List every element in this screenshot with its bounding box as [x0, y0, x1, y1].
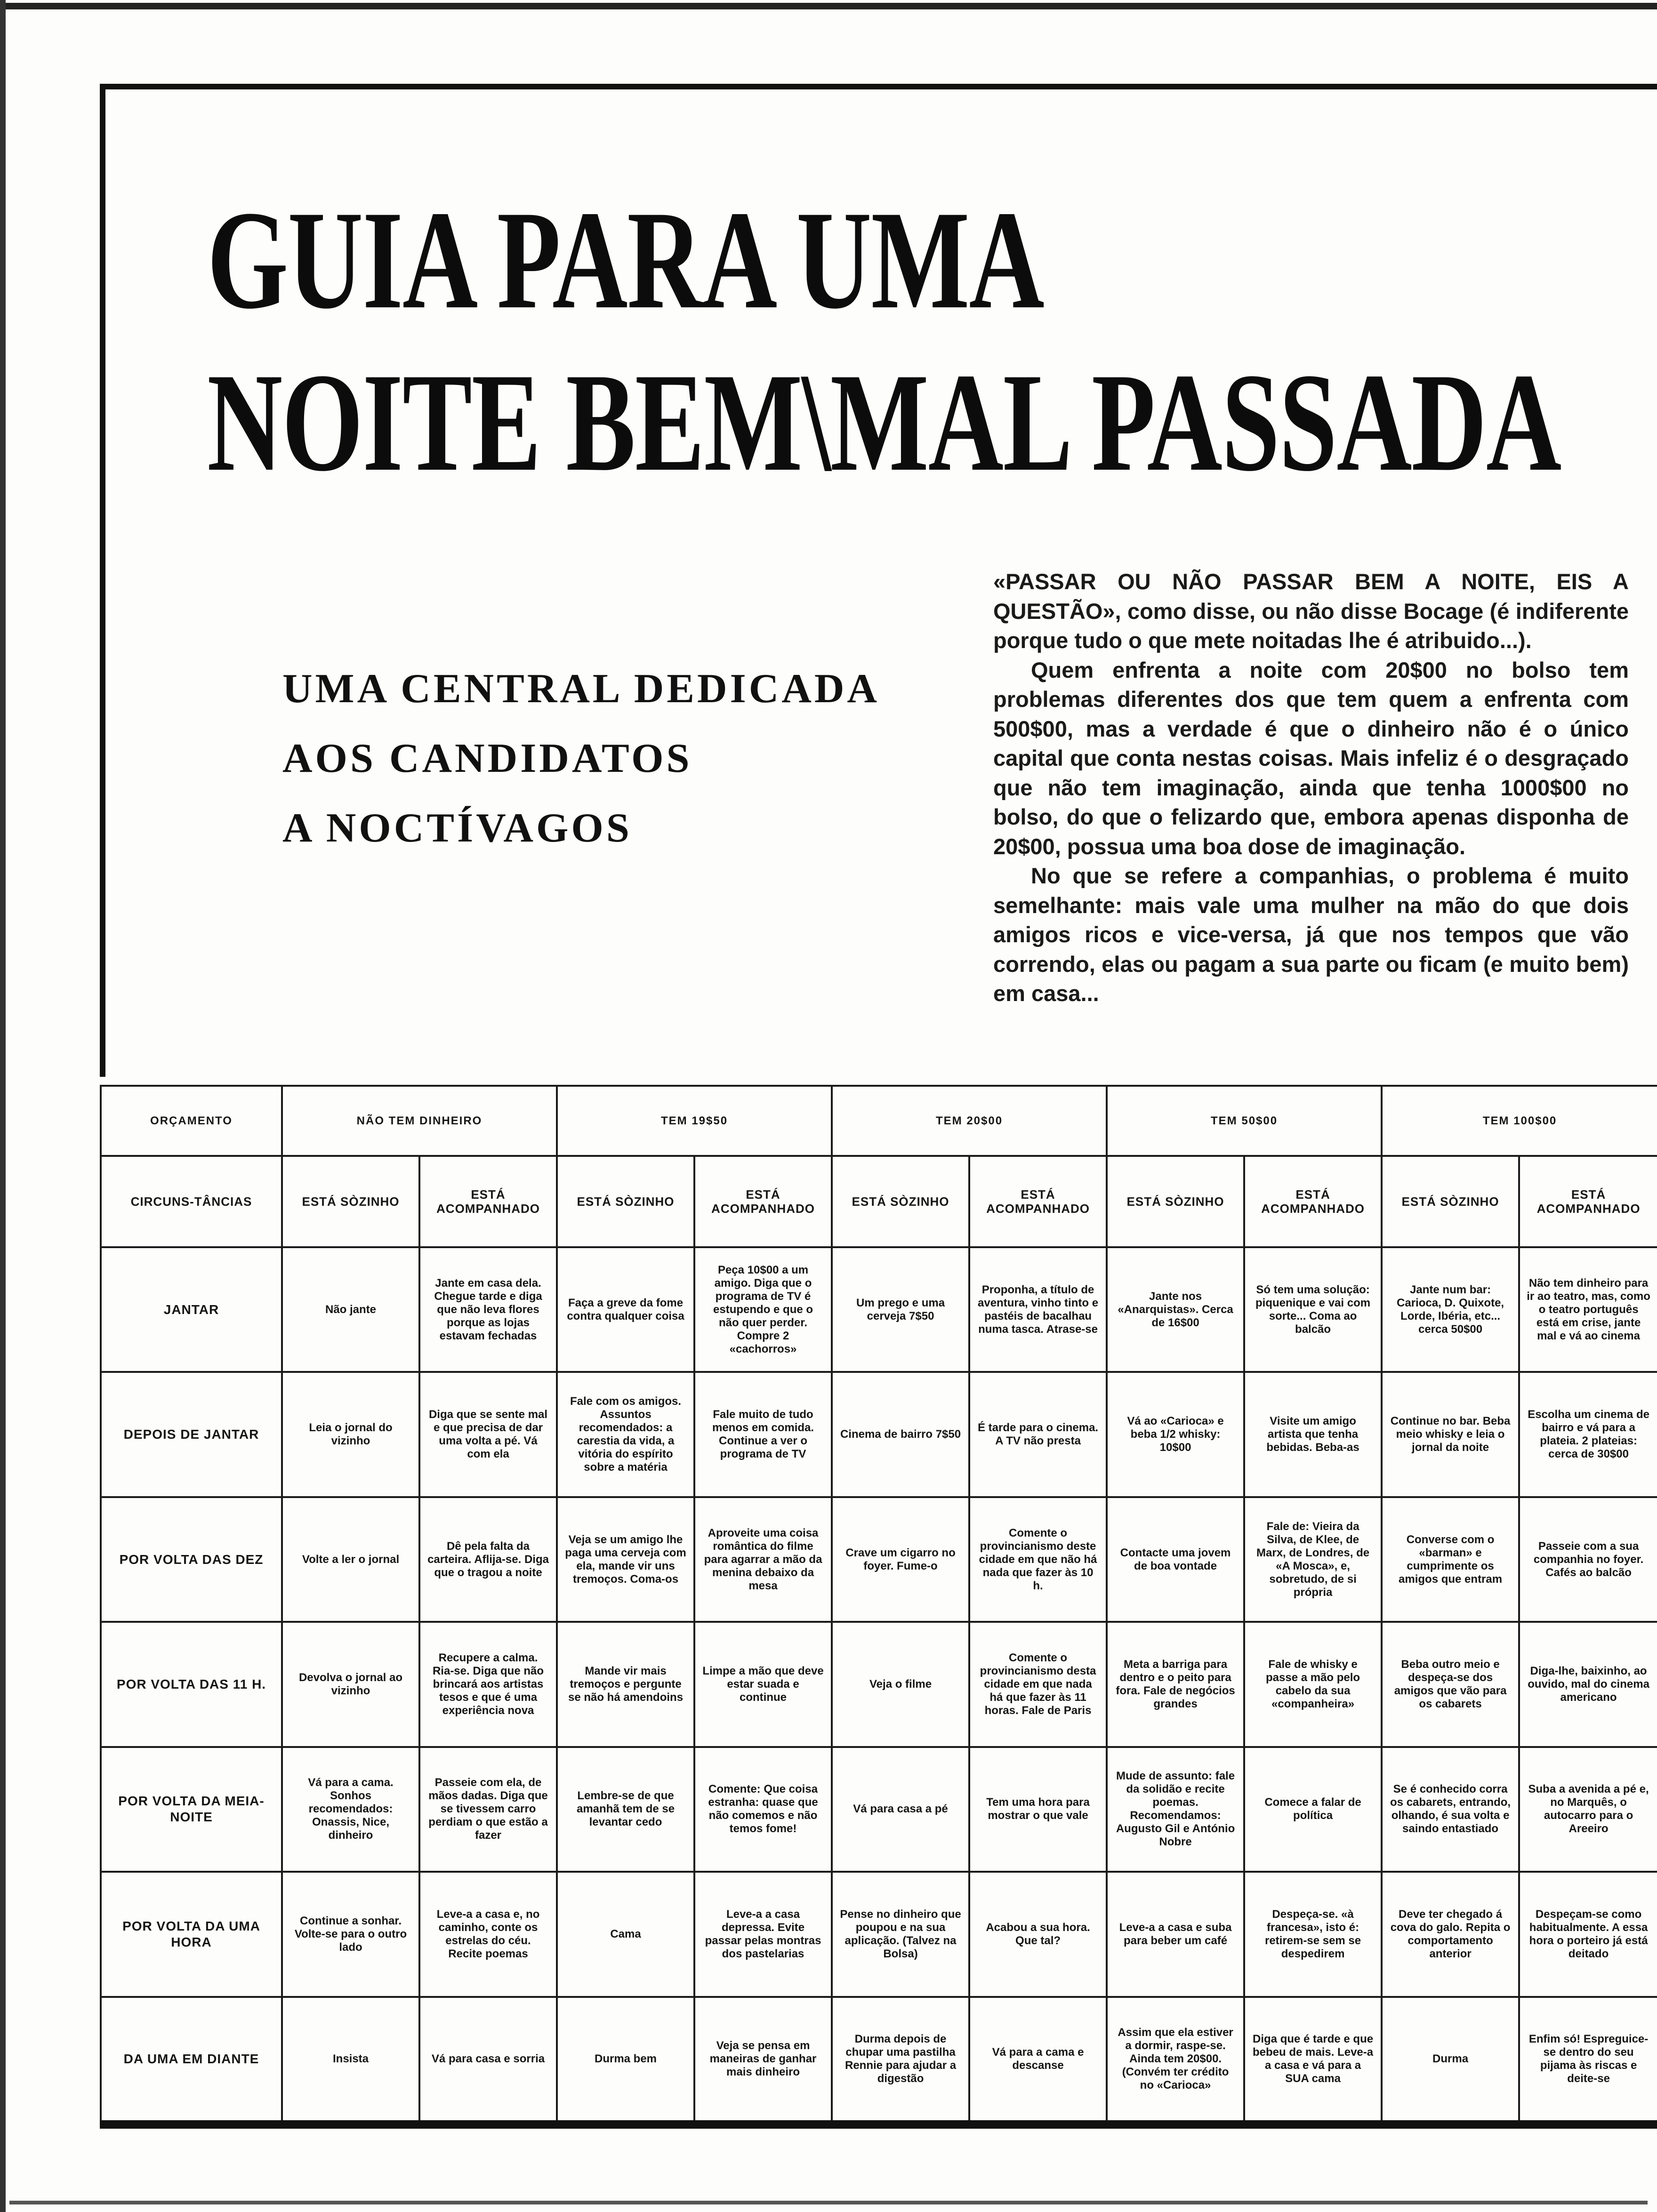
table-cell: Se é conhecido corra os cabarets, entrando, olhando, é sua volta e saindo entastiado	[1382, 1747, 1519, 1872]
table-cell: Recupere a calma. Ria-se. Diga que não brincará aos artistas tesos e que é uma experiência nova	[419, 1622, 557, 1747]
table-cell: Assim que ela estiver a dormir, raspe-se. Ainda tem 20$00. (Convém ter crédito no «Carioca»	[1107, 1997, 1244, 2122]
table-cell: Vá para casa a pé	[832, 1747, 969, 1872]
table-row	[101, 1622, 1657, 1747]
table-cell: Vá ao «Carioca» e beba 1/2 whisky: 10$00	[1107, 1372, 1244, 1497]
table-cell: Meta a barriga para dentro e o peito para fora. Fale de negócios grandes	[1107, 1622, 1244, 1747]
table-cell: Só tem uma solução: piquenique e vai com sorte... Coma ao balcão	[1244, 1247, 1382, 1372]
table-cell: Crave um cigarro no foyer. Fume-o	[832, 1497, 969, 1622]
accompanied-header: ESTÁ ACOMPANHADO	[1244, 1156, 1382, 1247]
table-cell: Contacte uma jovem de boa vontade	[1107, 1497, 1244, 1622]
table-row	[101, 1997, 1657, 2122]
table-cell: Proponha, a título de aventura, vinho tinto e pastéis de bacalhau numa tasca. Atrase-se	[969, 1247, 1107, 1372]
budget-header: NÃO TEM DINHEIRO	[282, 1086, 557, 1156]
accompanied-header: ESTÁ ACOMPANHADO	[1519, 1156, 1657, 1247]
table-cell: Volte a ler o jornal	[282, 1497, 419, 1622]
table-cell: Comece a falar de política	[1244, 1747, 1382, 1872]
accompanied-header: ESTÁ ACOMPANHADO	[419, 1156, 557, 1247]
table-bottom-rule	[100, 2120, 1657, 2129]
table-cell: Leve-a a casa depressa. Evite passar pelas montras dos pastelarias	[694, 1872, 832, 1996]
accompanied-header: ESTÁ ACOMPANHADO	[694, 1156, 832, 1247]
table-cell: Despeçam-se como habitualmente. A essa hora o porteiro já está deitado	[1519, 1872, 1657, 1996]
table-cell: Comente o provincianismo deste cidade em que não há nada que fazer às 10 h.	[969, 1497, 1107, 1622]
table-row	[101, 1247, 1657, 1372]
table-row	[101, 1372, 1657, 1497]
table-cell: Durma depois de chupar uma pastilha Rennie para ajudar a digestão	[832, 1997, 969, 2122]
table-cell: Jante nos «Anarquistas». Cerca de 16$00	[1107, 1247, 1244, 1372]
table-cell: Cinema de bairro 7$50	[832, 1372, 969, 1497]
table-cell: Mude de assunto: fale da solidão e recite poemas. Recomendamos: Augusto Gil e António Nobre	[1107, 1747, 1244, 1872]
accompanied-header: ESTÁ ACOMPANHADO	[969, 1156, 1107, 1247]
table-cell: Passeie com ela, de mãos dadas. Diga que se tivessem carro perdiam o que estão a fazer	[419, 1747, 557, 1872]
alone-header: ESTÁ SÒZINHO	[557, 1156, 694, 1247]
table-cell: Lembre-se de que amanhã tem de se levantar cedo	[557, 1747, 694, 1872]
table-cell: Jante num bar: Carioca, D. Quixote, Lorde, Ibéria, etc... cerca 50$00	[1382, 1247, 1519, 1372]
table-cell: Fale com os amigos. Assuntos recomendados: a carestia da vida, a vitória do espírito sobre a matéria	[557, 1372, 694, 1497]
alone-header: ESTÁ SÒZINHO	[1382, 1156, 1519, 1247]
table-cell: Não jante	[282, 1247, 419, 1372]
subheadline-line-1: UMA CENTRAL DEDICADA	[282, 666, 880, 712]
headline-line-2: NOITE BEM\MAL PASSADA	[207, 344, 1561, 500]
table-cell: Comente: Que coisa estranha: quase que não comemos e não temos fome!	[694, 1747, 832, 1872]
budget-header: TEM 19$50	[557, 1086, 832, 1156]
table-cell: Insista	[282, 1997, 419, 2122]
alone-header: ESTÁ SÒZINHO	[832, 1156, 969, 1247]
table-cell: Beba outro meio e despeça-se dos amigos que vão para os cabarets	[1382, 1622, 1519, 1747]
row-header: POR VOLTA DAS 11 H.	[101, 1622, 282, 1747]
budget-header: TEM 50$00	[1107, 1086, 1382, 1156]
table-cell: Fale de: Vieira da Silva, de Klee, de Marx, de Londres, de «A Mosca», e, sobretudo, de si própria	[1244, 1497, 1382, 1622]
table-cell: Pense no dinheiro que poupou e na sua aplicação. (Talvez na Bolsa)	[832, 1872, 969, 1996]
subheadline	[282, 654, 951, 863]
table-cell: Diga que é tarde e que bebeu de mais. Leve-a a casa e vá para a SUA cama	[1244, 1997, 1382, 2122]
table-cell: Tem uma hora para mostrar o que vale	[969, 1747, 1107, 1872]
table-cell: Veja se um amigo lhe paga uma cerveja com ela, mande vir uns tremoços. Coma-os	[557, 1497, 694, 1622]
row-header: DEPOIS DE JANTAR	[101, 1372, 282, 1497]
intro-paragraph: «PASSAR OU NÃO PASSAR BEM A NOITE, EIS A QUESTÃO», como disse, ou não disse Bocage (é indiferente porque tudo o que mete noitadas lhe é atribuido...).	[993, 569, 1629, 653]
table-row	[101, 1497, 1657, 1622]
table-cell: Fale muito de tudo menos em comida. Continue a ver o programa de TV	[694, 1372, 832, 1497]
table-cell: Vá para casa e sorria	[419, 1997, 557, 2122]
intro-paragraph: Quem enfrenta a noite com 20$00 no bolso tem problemas diferentes dos que tem quem a enfrenta com 500$00, mas a verdade é que o dinheiro não é o único capital que conta nestas coisas. Mais infeliz é o desgraçado que não tem imaginação, ainda que tenha 1000$00 no bolso, do que o felizardo que, embora apenas disponha de 20$00, possua uma boa dose de imaginação.	[993, 657, 1629, 859]
table-cell: Veja se pensa em maneiras de ganhar mais dinheiro	[694, 1997, 832, 2122]
intro-text	[993, 567, 1629, 1009]
subheadline-line-2: AOS CANDIDATOS	[282, 736, 692, 781]
table-cell: Dê pela falta da carteira. Aflija-se. Diga que o tragou a noite	[419, 1497, 557, 1622]
subheadline-line-3: A NOCTÍVAGOS	[282, 805, 632, 851]
table-cell: Cama	[557, 1872, 694, 1996]
table-cell: Fale de whisky e passe a mão pelo cabelo da sua «companheira»	[1244, 1622, 1382, 1747]
table-cell: Despeça-se. «à francesa», isto é: retirem-se sem se despedirem	[1244, 1872, 1382, 1996]
top-border-rule	[0, 3, 1657, 9]
row-header: JANTAR	[101, 1247, 282, 1372]
budget-header: TEM 100$00	[1382, 1086, 1657, 1156]
table-cell: Um prego e uma cerveja 7$50	[832, 1247, 969, 1372]
table-cell: Converse com o «barman» e cumprimente os amigos que entram	[1382, 1497, 1519, 1622]
table-cell: Enfim só! Espreguice-se dentro do seu pijama às riscas e deite-se	[1519, 1997, 1657, 2122]
alone-header: ESTÁ SÒZINHO	[1107, 1156, 1244, 1247]
budget-header-row	[101, 1086, 1657, 1156]
headline-line-1: GUIA PARA UMA	[207, 182, 1044, 338]
table-cell: Limpe a mão que deve estar suada e continue	[694, 1622, 832, 1747]
budget-corner-label: ORÇAMENTO	[101, 1086, 282, 1156]
table-row	[101, 1872, 1657, 1996]
table-cell: Continue no bar. Beba meio whisky e leia o jornal da noite	[1382, 1372, 1519, 1497]
table-cell: Leve-a a casa e, no caminho, conte os estrelas do céu. Recite poemas	[419, 1872, 557, 1996]
company-header-row	[101, 1156, 1657, 1247]
table-cell: Leve-a a casa e suba para beber um café	[1107, 1872, 1244, 1996]
alone-header: ESTÁ SÒZINHO	[282, 1156, 419, 1247]
table-cell: É tarde para o cinema. A TV não presta	[969, 1372, 1107, 1497]
table-cell: Não tem dinheiro para ir ao teatro, mas, como o teatro português está em crise, jante mal e vá ao cinema	[1519, 1247, 1657, 1372]
row-header: POR VOLTA DAS DEZ	[101, 1497, 282, 1622]
table-cell: Acabou a sua hora. Que tal?	[969, 1872, 1107, 1996]
table-cell: Escolha um cinema de bairro e vá para a plateia. 2 plateias: cerca de 30$00	[1519, 1372, 1657, 1497]
table-cell: Mande vir mais tremoços e pergunte se não há amendoins	[557, 1622, 694, 1747]
table-cell: Veja o filme	[832, 1622, 969, 1747]
table-cell: Diga que se sente mal e que precisa de dar uma volta a pé. Vá com ela	[419, 1372, 557, 1497]
nightlife-guide-table	[100, 1085, 1657, 2123]
headline	[207, 179, 1561, 504]
table-cell: Peça 10$00 a um amigo. Diga que o programa de TV é estupendo e que o não quer perder. Compre 2 «cachorros»	[694, 1247, 832, 1372]
row-header: POR VOLTA DA UMA HORA	[101, 1872, 282, 1996]
table-cell: Durma bem	[557, 1997, 694, 2122]
table-cell: Vá para a cama e descanse	[969, 1997, 1107, 2122]
table-cell: Diga-lhe, baixinho, ao ouvido, mal do cinema americano	[1519, 1622, 1657, 1747]
row-header: POR VOLTA DA MEIA-NOITE	[101, 1747, 282, 1872]
table-row	[101, 1747, 1657, 1872]
intro-paragraph: No que se refere a companhias, o problema é muito semelhante: mais vale uma mulher na mão do que dois amigos ricos e vice-versa, já que nos tempos que vão correndo, elas ou pagam a sua parte ou ficam (e muito bem) em casa...	[993, 863, 1629, 1006]
budget-header: TEM 20$00	[832, 1086, 1107, 1156]
row-header: DA UMA EM DIANTE	[101, 1997, 282, 2122]
table-cell: Leia o jornal do vizinho	[282, 1372, 419, 1497]
circumstances-corner-label: CIRCUNS-TÂNCIAS	[101, 1156, 282, 1247]
table-cell: Faça a greve da fome contra qualquer coisa	[557, 1247, 694, 1372]
table-cell: Passeie com a sua companhia no foyer. Cafés ao balcão	[1519, 1497, 1657, 1622]
table-cell: Comente o provincianismo desta cidade em que nada há que fazer às 11 horas. Fale de Paris	[969, 1622, 1107, 1747]
table-cell: Visite um amigo artista que tenha bebidas. Beba-as	[1244, 1372, 1382, 1497]
table-cell: Vá para a cama. Sonhos recomendados: Onassis, Nice, dinheiro	[282, 1747, 419, 1872]
table-cell: Aproveite uma coisa romântica do filme para agarrar a mão da menina debaixo da mesa	[694, 1497, 832, 1622]
table-cell: Continue a sonhar. Volte-se para o outro lado	[282, 1872, 419, 1996]
table-cell: Deve ter chegado á cova do galo. Repita o comportamento anterior	[1382, 1872, 1519, 1996]
table-cell: Suba a avenida a pé e, no Marquês, o autocarro para o Areeiro	[1519, 1747, 1657, 1872]
table-cell: Devolva o jornal ao vizinho	[282, 1622, 419, 1747]
left-border-rule	[0, 0, 6, 2212]
table-cell: Durma	[1382, 1997, 1519, 2122]
table-cell: Jante em casa dela. Chegue tarde e diga que não leva flores porque as lojas estavam fechadas	[419, 1247, 557, 1372]
page-bottom-rule	[9, 2201, 1648, 2204]
